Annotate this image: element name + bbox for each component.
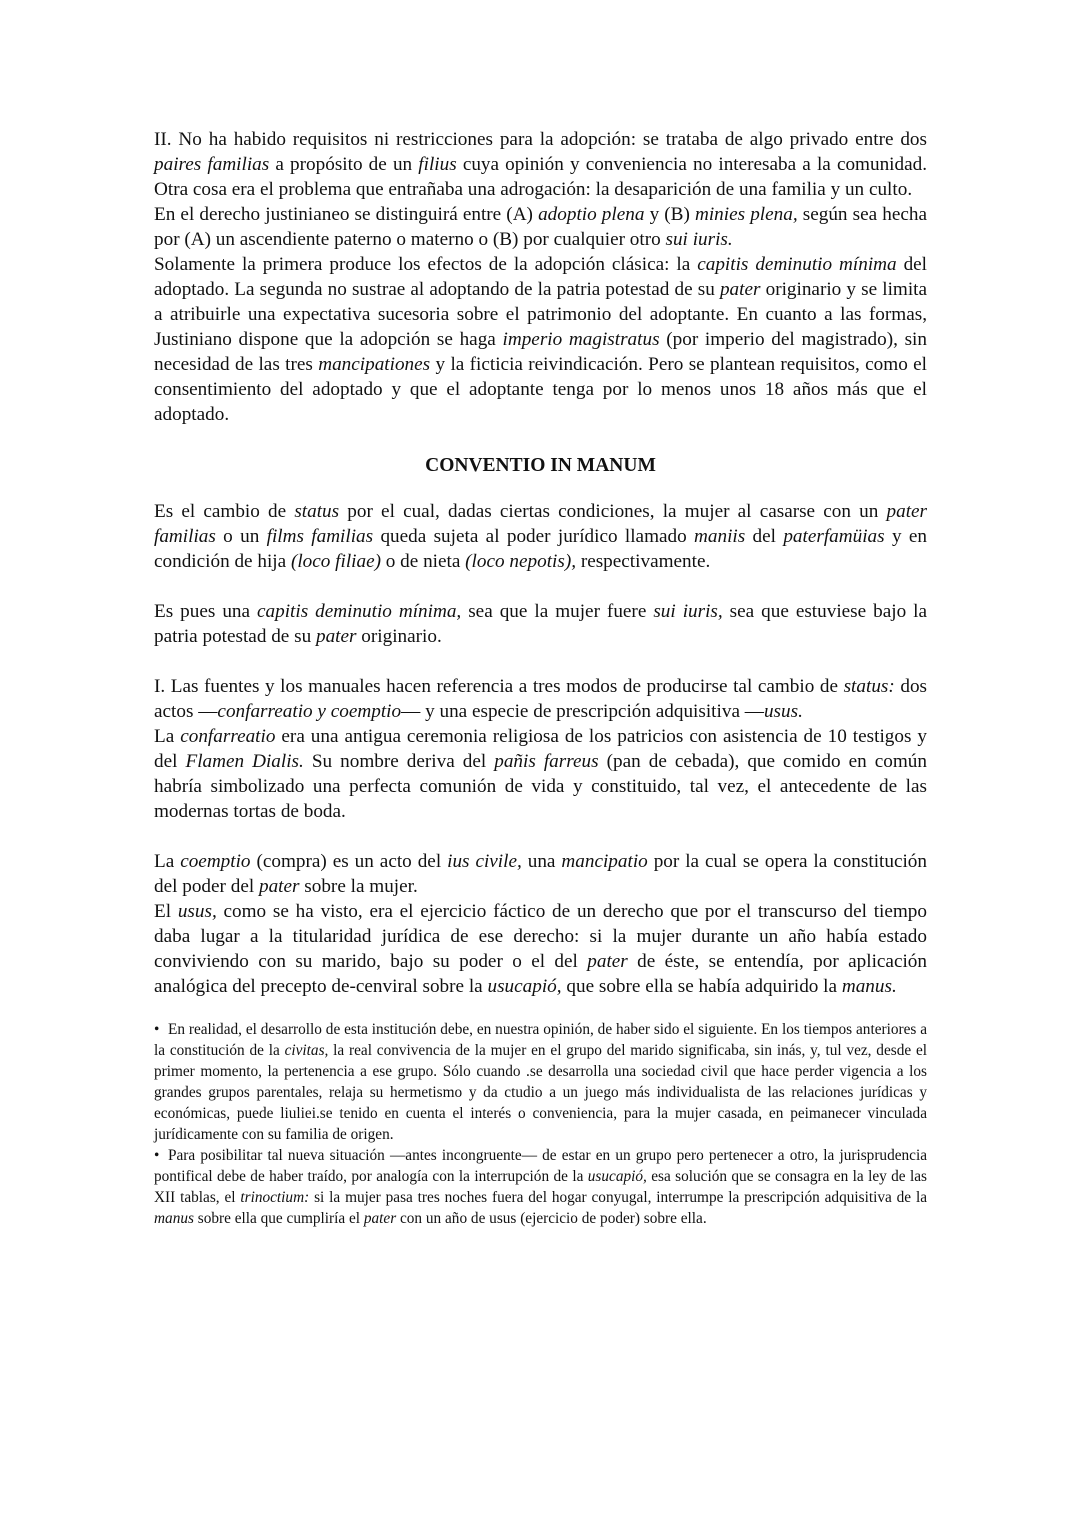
text-run: En el derecho justinianeo se distinguirá entre (A) xyxy=(154,204,539,225)
text-run: o un xyxy=(215,526,267,547)
justinian-adoption-paragraph xyxy=(154,202,927,252)
italic-term: mancipationes xyxy=(318,354,431,375)
text-run: originario y se limita a atribuirle una expectativa sucesoria sobre el patrimonio del adoptante. En cuanto a las formas, Justiniano dispone que la adopción se haga xyxy=(154,279,927,350)
text-run: a propósito de un xyxy=(269,154,419,175)
text-run: Su nombre deriva del xyxy=(303,751,495,772)
text-run: sobre la mujer. xyxy=(299,876,418,897)
italic-term: manus xyxy=(154,1210,194,1227)
text-run: — y una especie de prescripción adquisitiva — xyxy=(401,701,764,722)
text-run: sobre ella que cumpliría el xyxy=(193,1210,364,1227)
text-run: dos actos — xyxy=(154,676,928,722)
modes-paragraph xyxy=(154,674,927,724)
footnote-1 xyxy=(154,1019,927,1145)
text-run: (pan de cebada), que comido en común habría simbolizado una perfecta comunión de vida y constituido, tal vez, el antecedente de las modernas tortas de boda. xyxy=(154,751,927,822)
document-page xyxy=(154,127,927,1229)
italic-term: imperio magistratus xyxy=(502,329,660,350)
italic-term: capitis deminutio mínima, xyxy=(257,601,462,622)
italic-term: manus. xyxy=(841,976,897,997)
italic-term: usus, xyxy=(177,901,217,922)
text-run: la real convivencia de la mujer en el grupo del marido significaba, sin inás, y, tul vez, desde el primer momento, la pertenencia a ese grupo. Sólo cuando .se desarrolla una sociedad civil que hace perder vigencia a los grandes grupos parentales, relaja su hermetismo y da ctudio a un juego más individualista de las relaciones jurídicas y económicas, puede liuliei.se tenido en cuenta el interés o conveniencia, para la mujer casada, en peimanecer vinculada jurídicamente con su familia de origen. xyxy=(154,1042,927,1143)
text-run: La xyxy=(154,851,181,872)
coemptio-paragraph xyxy=(154,849,927,899)
italic-term: sui iuris. xyxy=(665,229,733,250)
italic-term: status: xyxy=(843,676,895,697)
text-run: queda sujeta al poder jurídico llamado xyxy=(373,526,695,547)
text-run: originario. xyxy=(356,626,442,647)
text-run: era una antigua ceremonia religiosa de los patricios con asistencia de 10 testigos y del xyxy=(154,726,927,772)
italic-term: films familias xyxy=(266,526,374,547)
italic-term: Flamen Dialis. xyxy=(185,751,304,772)
text-run: y la ficticia reivindicación. Pero se plantean requisitos, como el consentimiento del adoptado y que el adoptante tenga por lo menos unos 18 años más que el adoptado. xyxy=(154,354,928,425)
footnote-1-text xyxy=(154,1021,927,1143)
text-run: La xyxy=(154,726,181,747)
text-run: y (B) xyxy=(644,204,695,225)
italic-term: pater xyxy=(258,876,300,897)
italic-term: capitis deminutio mínima xyxy=(697,254,897,275)
text-run: con un año de usus (ejercicio de poder) sobre ella. xyxy=(396,1210,707,1227)
text-run: como se ha visto, era el ejercicio fáctico de un derecho que por el transcurso del tiempo daba lugar a la titularidad jurídica de ese derecho: si la mujer durante un año había estado conviviendo con su marido, bajo su poder o el del xyxy=(154,901,927,972)
italic-term: ius civile, xyxy=(447,851,522,872)
italic-term: paires familias xyxy=(154,154,270,175)
italic-term: adoptio plena xyxy=(538,204,645,225)
text-run: respectivamente. xyxy=(576,551,711,572)
text-run: si la mujer pasa tres noches fuera del hogar conyugal, interrumpe la prescripción adquisitiva de la xyxy=(309,1189,927,1206)
italic-term: usus. xyxy=(763,701,803,722)
italic-term: status xyxy=(294,501,340,522)
italic-term: civitas, xyxy=(284,1042,329,1059)
italic-term: pater xyxy=(363,1210,397,1227)
text-run: Es el cambio de xyxy=(154,501,295,522)
footnotes xyxy=(154,1019,927,1229)
italic-term: mancipatio xyxy=(561,851,648,872)
text-run: El xyxy=(154,901,178,922)
bullet-icon: • xyxy=(154,1147,160,1164)
footnote-2-text xyxy=(154,1147,927,1227)
text-run: cuya opinión y conveniencia no interesaba a la comunidad. Otra cosa era el problema que entrañaba una adrogación: la desaparición de una familia y un culto. xyxy=(154,154,927,200)
italic-term: confarreatio y coemptio xyxy=(217,701,402,722)
italic-term: pater xyxy=(315,626,357,647)
italic-term: coemptio xyxy=(180,851,251,872)
text-run: Solamente la primera produce los efectos de la adopción clásica: la xyxy=(154,254,698,275)
italic-term: paterfamüias xyxy=(783,526,885,547)
adoption-effects-paragraph xyxy=(154,252,927,427)
text-run: y en condición de hija xyxy=(154,526,927,572)
italic-term: pater familias xyxy=(154,501,928,547)
text-run: sea que la mujer fuere xyxy=(461,601,654,622)
footnote-2 xyxy=(154,1145,927,1229)
text-run: sea que estuviese bajo la patria potestad de su xyxy=(154,601,927,647)
text-run: En realidad, el desarrollo de esta institución debe, en nuestra opinión, de haber sido el siguiente. En los tiempos anteriores a la constitución de la xyxy=(154,1021,927,1059)
italic-term: usucapió, xyxy=(487,976,562,997)
text-run: una xyxy=(521,851,562,872)
text-run: o de nieta xyxy=(380,551,466,572)
italic-term: pater xyxy=(719,279,761,300)
conventio-definition-paragraph xyxy=(154,499,927,574)
confarreatio-paragraph xyxy=(154,724,927,824)
italic-term: filius xyxy=(418,154,457,175)
italic-term: confarreatio xyxy=(180,726,276,747)
text-run: (por imperio del magistrado), sin necesidad de las tres xyxy=(154,329,927,375)
italic-term: trinoctium: xyxy=(240,1189,310,1206)
text-run: según sea hecha por (A) un ascendiente paterno o materno o (B) por cualquier otro xyxy=(154,204,927,250)
text-run: Es pues una xyxy=(154,601,257,622)
text-run: Para posibilitar tal nueva situación —antes incongruente— de estar en un grupo pero pertenecer a otro, la jurisprudencia pontifical debe de haber traído, por analogía con la interrupción de la xyxy=(154,1147,927,1185)
section-heading: CONVENTIO IN MANUM xyxy=(425,455,656,476)
adoption-requirements-paragraph xyxy=(154,127,927,202)
italic-term: minies plena, xyxy=(694,204,798,225)
italic-term: maniis xyxy=(694,526,746,547)
italic-term: sui iuris, xyxy=(653,601,723,622)
text-run: I. Las fuentes y los manuales hacen referencia a tres modos de producirse tal cambio de xyxy=(154,676,844,697)
usus-paragraph xyxy=(154,899,927,999)
text-run: del adoptado. La segunda no sustrae al adoptando de la patria potestad de su xyxy=(154,254,928,300)
italic-term: pañis farreus xyxy=(494,751,599,772)
italic-term: (loco nepotis), xyxy=(465,551,577,572)
text-run: que sobre ella se había adquirido la xyxy=(561,976,842,997)
italic-term: (loco filiae) xyxy=(290,551,381,572)
capitis-deminutio-paragraph xyxy=(154,599,927,649)
text-run: de éste, se entendía, por aplicación analógica del precepto de-cenviral sobre la xyxy=(154,951,927,997)
text-run: por el cual, dadas ciertas condiciones, la mujer al casarse con un xyxy=(339,501,887,522)
text-run: esa solución que se consagra en la ley de las XII tablas, el xyxy=(154,1168,927,1206)
text-run: por la cual se opera la constitución del poder del xyxy=(154,851,927,897)
italic-term: usucapió, xyxy=(587,1168,647,1185)
text-run: II. No ha habido requisitos ni restricciones para la adopción: se trataba de algo privado entre dos xyxy=(154,129,927,150)
italic-term: pater xyxy=(587,951,628,972)
bullet-icon: • xyxy=(154,1021,160,1038)
text-run: del xyxy=(745,526,784,547)
text-run: (compra) es un acto del xyxy=(250,851,448,872)
